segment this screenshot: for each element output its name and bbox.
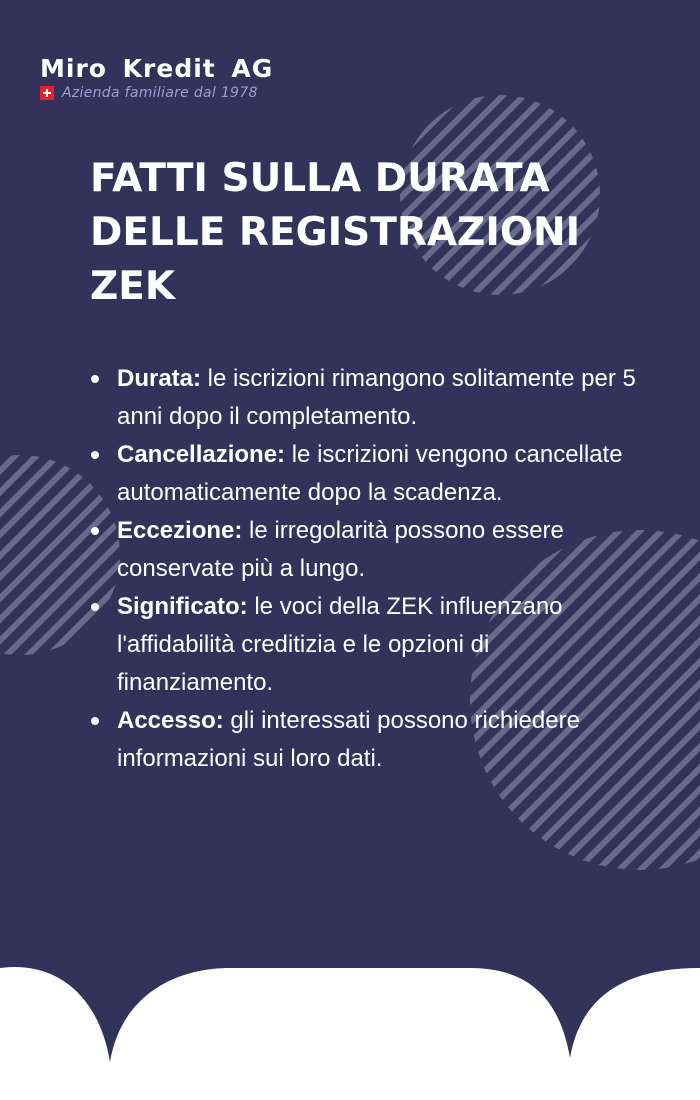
brand-tagline: Azienda familiare dal 1978 bbox=[62, 85, 258, 101]
bottom-wave bbox=[0, 967, 700, 1100]
fact-label: Durata: bbox=[117, 365, 202, 392]
fact-text: le voci della ZEK influenzano l'affidabilità creditizia e le opzioni di finanziamento. bbox=[117, 593, 563, 696]
fact-item-access bbox=[90, 702, 650, 778]
fact-item-cancellation bbox=[90, 436, 650, 512]
fact-item-meaning bbox=[90, 588, 650, 702]
fact-item-exception bbox=[90, 512, 650, 588]
fact-label: Cancellazione: bbox=[117, 441, 286, 468]
page-title: FATTI SULLA DURATA DELLE REGISTRAZIONI ZEK bbox=[90, 156, 581, 309]
fact-text: le iscrizioni rimangono solitamente per 5 anni dopo il completamento. bbox=[117, 365, 636, 430]
fact-label: Significato: bbox=[117, 593, 248, 620]
facts-list bbox=[90, 360, 650, 778]
brand-tagline-row bbox=[40, 84, 273, 102]
fact-label: Accesso: bbox=[117, 707, 224, 734]
swiss-flag-icon bbox=[40, 86, 54, 100]
fact-label: Eccezione: bbox=[117, 517, 243, 544]
fact-item-duration bbox=[90, 360, 650, 436]
brand-name: Miro Kredit AG bbox=[40, 54, 274, 83]
brand-logo bbox=[40, 54, 273, 102]
fact-text: le irregolarità possono essere conservate più a lungo. bbox=[117, 517, 564, 582]
fact-text: le iscrizioni vengono cancellate automaticamente dopo la scadenza. bbox=[117, 441, 623, 506]
fact-text: gli interessati possono richiedere informazioni sui loro dati. bbox=[117, 707, 580, 772]
